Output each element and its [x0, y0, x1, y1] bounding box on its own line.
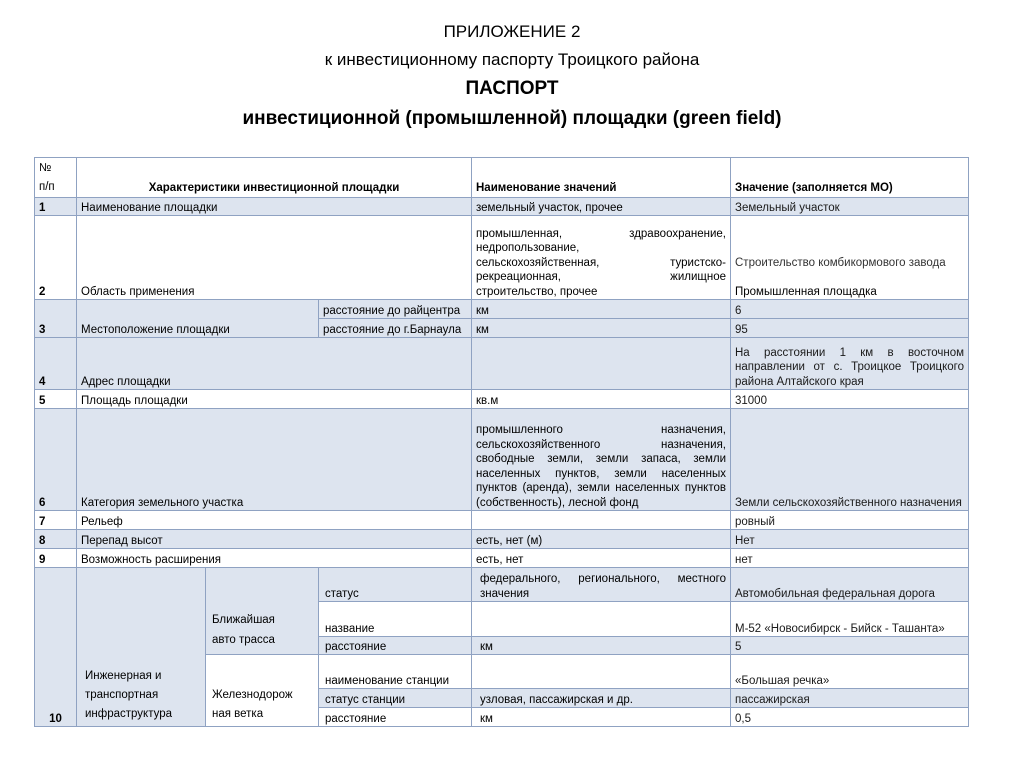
- characteristic-cell: [77, 568, 206, 727]
- value-cell: 5: [731, 637, 969, 655]
- table-row: [35, 549, 969, 568]
- value-names-cell: кв.м: [472, 390, 731, 409]
- value-names-line: недропользование,: [476, 242, 580, 254]
- number-abbrev: п/п: [39, 180, 55, 193]
- sub-characteristic-cell: название: [319, 602, 472, 637]
- value-cell: На расстоянии 1 км в восточном направлении от с. Троицкое Троицкого района Алтайского края: [731, 338, 969, 390]
- characteristic-line: Инженерная и: [85, 670, 162, 682]
- value-cell: [731, 216, 969, 300]
- sub-characteristic-cell: расстояние до г.Барнаула: [319, 319, 472, 338]
- row-number: 3: [35, 300, 77, 338]
- column-header-value: Значение (заполняется МО): [731, 158, 969, 198]
- appendix-title: ПРИЛОЖЕНИЕ 2: [443, 22, 581, 41]
- value-names-cell: [472, 511, 731, 530]
- sub-characteristic-cell: расстояние: [319, 708, 472, 727]
- rail-line: Железнодорож: [212, 689, 293, 701]
- characteristic-cell: Наименование площадки: [77, 198, 472, 216]
- table-row: [35, 530, 969, 549]
- sub-characteristic-cell: статус: [319, 568, 472, 602]
- rail-line: ная ветка: [212, 708, 264, 720]
- value-names-cell: км: [472, 319, 731, 338]
- value-cell: нет: [731, 549, 969, 568]
- table-row: [35, 198, 969, 216]
- value-names-line: строительство, прочее: [476, 285, 598, 298]
- value-names-cell: [472, 602, 731, 637]
- value-names-cell: есть, нет (м): [472, 530, 731, 549]
- characteristic-line: инфраструктура: [85, 708, 173, 720]
- road-line: Ближайшая: [212, 614, 275, 626]
- characteristic-cell: Рельеф: [77, 511, 472, 530]
- row-number: 2: [35, 216, 77, 300]
- value-names-cell: земельный участок, прочее: [472, 198, 731, 216]
- row-number: 1: [35, 198, 77, 216]
- value-cell: 6: [731, 300, 969, 319]
- row-number: 4: [35, 338, 77, 390]
- table-row: [35, 568, 969, 602]
- value-cell: Нет: [731, 530, 969, 549]
- value-names-cell: км: [472, 300, 731, 319]
- table-header-row: [35, 158, 969, 198]
- characteristic-cell: Адрес площадки: [77, 338, 472, 390]
- value-names-cell: [472, 216, 731, 300]
- value-cell: «Большая речка»: [731, 655, 969, 689]
- table-row: [35, 511, 969, 530]
- sub-characteristic-cell: расстояние: [319, 637, 472, 655]
- column-header-value-names: Наименование значений: [472, 158, 731, 198]
- sub-characteristic-cell: статус станции: [319, 689, 472, 708]
- characteristic-cell: Возможность расширения: [77, 549, 472, 568]
- row-number: 5: [35, 390, 77, 409]
- value-line: Строительство комбикормового завода: [735, 257, 946, 269]
- value-names-cell: федерального, регионального, местного значения: [472, 568, 731, 602]
- passport-title: ПАСПОРТ: [465, 78, 559, 99]
- rail-cell: [206, 655, 319, 727]
- value-names-cell: [472, 655, 731, 689]
- value-cell: М-52 «Новосибирск - Бийск - Ташанта»: [731, 602, 969, 637]
- row-number: 7: [35, 511, 77, 530]
- column-header-characteristic: Характеристики инвестиционной площадки: [77, 158, 472, 198]
- characteristic-cell: Категория земельного участка: [77, 409, 472, 511]
- sub-characteristic-cell: расстояние до райцентра: [319, 300, 472, 319]
- row-number: 8: [35, 530, 77, 549]
- table-row: [35, 390, 969, 409]
- row-number: 9: [35, 549, 77, 568]
- value-cell: Земельный участок: [731, 198, 969, 216]
- characteristic-line: транспортная: [85, 689, 159, 701]
- number-sign: №: [39, 162, 52, 174]
- road-cell: [206, 568, 319, 655]
- value-names-line: сельскохозяйственная, туристско-: [476, 256, 726, 269]
- value-names-line: промышленная, здравоохранение,: [476, 227, 726, 240]
- value-names-line: рекреационная, жилищное: [476, 271, 726, 283]
- value-cell: 95: [731, 319, 969, 338]
- table-row: [35, 216, 969, 300]
- characteristic-cell: Площадь площадки: [77, 390, 472, 409]
- table-row: [35, 300, 969, 319]
- value-names-cell: есть, нет: [472, 549, 731, 568]
- value-cell: Земли сельскохозяйственного назначения: [731, 409, 969, 511]
- characteristic-cell: Перепад высот: [77, 530, 472, 549]
- table-row: [35, 409, 969, 511]
- passport-subtitle: инвестиционной (промышленной) площадки (green field): [242, 108, 782, 129]
- value-names-cell: промышленного назначения, сельскохозяйственного назначения, свободные земли, земли запаса, земли населенных пунктов, земли населенных пунктов (аренда), земли населенных пунктов (собственность), лесной фонд: [472, 409, 731, 511]
- value-names-cell: [472, 338, 731, 390]
- row-number: 10: [35, 568, 77, 727]
- characteristic-cell: Область применения: [77, 216, 472, 300]
- value-names-cell: км: [472, 637, 731, 655]
- table-row: [35, 338, 969, 390]
- value-cell: 0,5: [731, 708, 969, 727]
- value-names-cell: узловая, пассажирская и др.: [472, 689, 731, 708]
- value-cell: пассажирская: [731, 689, 969, 708]
- value-line: Промышленная площадка: [735, 285, 877, 298]
- value-cell: Автомобильная федеральная дорога: [731, 568, 969, 602]
- value-names-cell: км: [472, 708, 731, 727]
- passport-table: [34, 157, 969, 727]
- appendix-subtitle: к инвестиционному паспорту Троицкого района: [324, 50, 700, 69]
- value-cell: 31000: [731, 390, 969, 409]
- road-line: авто трасса: [212, 634, 275, 646]
- sub-characteristic-cell: наименование станции: [319, 655, 472, 689]
- column-header-number: [35, 158, 77, 198]
- characteristic-cell: Местоположение площадки: [77, 300, 319, 338]
- row-number: 6: [35, 409, 77, 511]
- value-cell: ровный: [731, 511, 969, 530]
